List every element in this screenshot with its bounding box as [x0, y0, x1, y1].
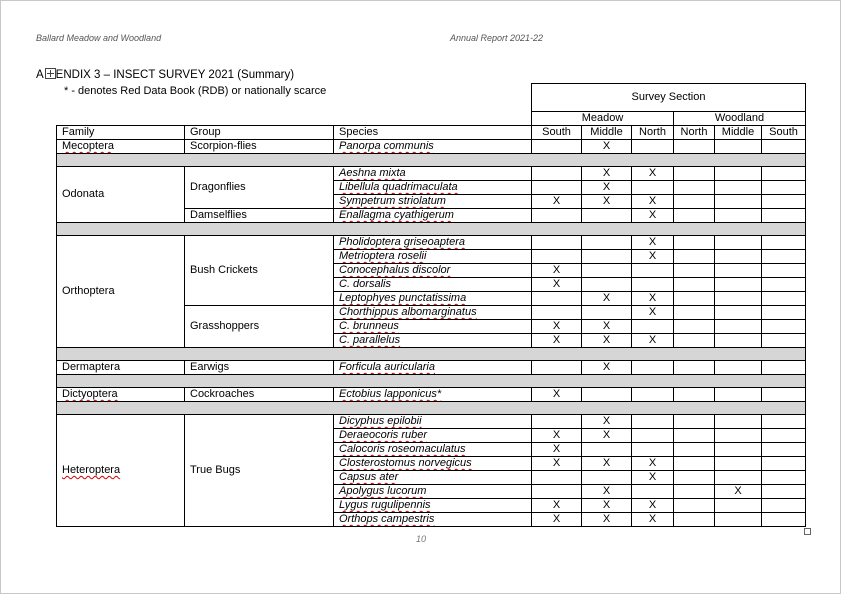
- table-resize-handle-icon[interactable]: [804, 528, 811, 535]
- mark-cell: X: [532, 320, 582, 334]
- mark-cell: [762, 209, 806, 223]
- mark-cell: [582, 306, 632, 320]
- mark-cell: [674, 278, 715, 292]
- mark-cell: [674, 457, 715, 471]
- mark-cell: [674, 140, 715, 154]
- mark-cell: [715, 415, 762, 429]
- species-cell: Calocoris roseomaculatus: [334, 443, 532, 457]
- mark-cell: [762, 250, 806, 264]
- species-cell: Leptophyes punctatissima: [334, 292, 532, 306]
- mark-cell: [674, 429, 715, 443]
- mark-cell: X: [532, 334, 582, 348]
- family-cell: Dictyoptera: [57, 388, 185, 402]
- table-row: [57, 361, 806, 375]
- mark-cell: [632, 429, 674, 443]
- mark-cell: X: [532, 195, 582, 209]
- mark-cell: [532, 209, 582, 223]
- species-cell: Deraeocoris ruber: [334, 429, 532, 443]
- mark-cell: X: [532, 443, 582, 457]
- mark-cell: [674, 292, 715, 306]
- mark-cell: [532, 250, 582, 264]
- species-cell: Libellula quadrimaculata: [334, 181, 532, 195]
- mark-cell: [674, 167, 715, 181]
- mark-cell: [674, 415, 715, 429]
- title-prefix: A: [36, 69, 44, 81]
- meadow-header: Meadow: [532, 112, 674, 126]
- mark-cell: [582, 388, 632, 402]
- mark-cell: [532, 292, 582, 306]
- family-cell: Odonata: [57, 167, 185, 223]
- mark-cell: [715, 306, 762, 320]
- mark-cell: X: [582, 485, 632, 499]
- table-row: [57, 415, 806, 429]
- mark-cell: [715, 457, 762, 471]
- mark-cell: [715, 443, 762, 457]
- mark-cell: [674, 334, 715, 348]
- species-cell: Apolygus lucorum: [334, 485, 532, 499]
- mark-cell: [632, 320, 674, 334]
- species-cell: C. brunneus: [334, 320, 532, 334]
- mark-cell: [582, 443, 632, 457]
- mark-cell: X: [632, 471, 674, 485]
- mark-cell: X: [532, 429, 582, 443]
- mark-cell: [532, 485, 582, 499]
- mark-cell: X: [532, 457, 582, 471]
- mark-cell: X: [582, 415, 632, 429]
- species-cell: Pholidoptera griseoaptera: [334, 236, 532, 250]
- table-row: [57, 167, 806, 181]
- mark-cell: [715, 320, 762, 334]
- mark-cell: [715, 195, 762, 209]
- mark-cell: [762, 195, 806, 209]
- mark-cell: X: [632, 334, 674, 348]
- mark-cell: [674, 471, 715, 485]
- mark-cell: X: [582, 140, 632, 154]
- group-cell: Dragonflies: [185, 167, 334, 209]
- mark-cell: X: [632, 209, 674, 223]
- header-left: Ballard Meadow and Woodland: [36, 33, 162, 43]
- insect-survey-table: [56, 83, 806, 527]
- mark-cell: [632, 361, 674, 375]
- mark-cell: [674, 443, 715, 457]
- mark-cell: [632, 264, 674, 278]
- mark-cell: X: [632, 292, 674, 306]
- species-cell: Aeshna mixta: [334, 167, 532, 181]
- mark-cell: X: [582, 167, 632, 181]
- mark-cell: [762, 443, 806, 457]
- separator-row: [57, 348, 806, 361]
- position-header: South: [532, 126, 582, 140]
- mark-cell: [715, 209, 762, 223]
- mark-cell: [674, 195, 715, 209]
- mark-cell: X: [532, 499, 582, 513]
- species-cell: Dicyphus epilobii: [334, 415, 532, 429]
- mark-cell: [532, 181, 582, 195]
- mark-cell: [532, 415, 582, 429]
- mark-cell: X: [582, 334, 632, 348]
- species-cell: Enallagma cyathigerum: [334, 209, 532, 223]
- mark-cell: [674, 236, 715, 250]
- separator-row: [57, 402, 806, 415]
- species-cell: C. parallelus: [334, 334, 532, 348]
- title-rest: ENDIX 3 – INSECT SURVEY 2021 (Summary): [55, 69, 295, 81]
- family-cell: Orthoptera: [57, 236, 185, 348]
- species-cell: Capsus ater: [334, 471, 532, 485]
- mark-cell: X: [582, 320, 632, 334]
- mark-cell: [762, 499, 806, 513]
- mark-cell: X: [632, 306, 674, 320]
- species-cell: Ectobius lapponicus*: [334, 388, 532, 402]
- species-cell: Chorthippus albomarginatus: [334, 306, 532, 320]
- species-cell: Sympetrum striolatum: [334, 195, 532, 209]
- mark-cell: [582, 209, 632, 223]
- mark-cell: [762, 361, 806, 375]
- mark-cell: [582, 278, 632, 292]
- group-cell: Grasshoppers: [185, 306, 334, 348]
- mark-cell: X: [632, 513, 674, 527]
- mark-cell: [762, 292, 806, 306]
- mark-cell: X: [582, 361, 632, 375]
- mark-cell: [632, 485, 674, 499]
- species-cell: Metrioptera roselii: [334, 250, 532, 264]
- separator-row: [57, 154, 806, 167]
- species-cell: Conocephalus discolor: [334, 264, 532, 278]
- mark-cell: X: [632, 195, 674, 209]
- group-cell: True Bugs: [185, 415, 334, 527]
- mark-cell: X: [532, 513, 582, 527]
- mark-cell: X: [632, 250, 674, 264]
- mark-cell: [674, 388, 715, 402]
- table-row: [57, 140, 806, 154]
- mark-cell: [674, 499, 715, 513]
- mark-cell: [715, 471, 762, 485]
- group-cell: Bush Crickets: [185, 236, 334, 306]
- survey-section-header: Survey Section: [532, 84, 806, 112]
- mark-cell: X: [632, 457, 674, 471]
- mark-cell: [715, 167, 762, 181]
- mark-cell: X: [582, 513, 632, 527]
- table-row: [57, 236, 806, 250]
- mark-cell: [715, 388, 762, 402]
- mark-cell: [762, 334, 806, 348]
- mark-cell: [632, 415, 674, 429]
- mark-cell: X: [582, 181, 632, 195]
- mark-cell: [674, 320, 715, 334]
- mark-cell: [762, 471, 806, 485]
- mark-cell: [715, 236, 762, 250]
- mark-cell: X: [582, 429, 632, 443]
- mark-cell: [762, 513, 806, 527]
- mark-cell: X: [632, 499, 674, 513]
- mark-cell: [762, 236, 806, 250]
- mark-cell: [582, 264, 632, 278]
- mark-cell: [762, 415, 806, 429]
- woodland-header: Woodland: [674, 112, 806, 126]
- position-header: North: [632, 126, 674, 140]
- page-number: 10: [416, 534, 427, 544]
- mark-cell: [715, 250, 762, 264]
- mark-cell: [762, 320, 806, 334]
- appendix-title: [36, 68, 294, 81]
- mark-cell: [632, 181, 674, 195]
- mark-cell: [715, 264, 762, 278]
- mark-cell: [582, 471, 632, 485]
- mark-cell: [715, 140, 762, 154]
- species-cell: C. dorsalis: [334, 278, 532, 292]
- mark-cell: [715, 334, 762, 348]
- mark-cell: X: [582, 457, 632, 471]
- mark-cell: X: [632, 167, 674, 181]
- mark-cell: [762, 306, 806, 320]
- mark-cell: [762, 167, 806, 181]
- position-header: Middle: [582, 126, 632, 140]
- mark-cell: [674, 485, 715, 499]
- mark-cell: [762, 429, 806, 443]
- mark-cell: [762, 181, 806, 195]
- mark-cell: [582, 250, 632, 264]
- mark-cell: [715, 361, 762, 375]
- mark-cell: [674, 250, 715, 264]
- mark-cell: X: [632, 236, 674, 250]
- mark-cell: X: [582, 499, 632, 513]
- mark-cell: [532, 140, 582, 154]
- mark-cell: [715, 499, 762, 513]
- species-cell: Lygus rugulipennis: [334, 499, 532, 513]
- mark-cell: X: [715, 485, 762, 499]
- mark-cell: [762, 140, 806, 154]
- mark-cell: [762, 485, 806, 499]
- mark-cell: [715, 292, 762, 306]
- mark-cell: X: [582, 292, 632, 306]
- position-header: North: [674, 126, 715, 140]
- mark-cell: X: [532, 278, 582, 292]
- mark-cell: [762, 264, 806, 278]
- species-cell: Panorpa communis: [334, 140, 532, 154]
- family-cell: Heteroptera: [57, 415, 185, 527]
- species-cell: Closterostomus norvegicus: [334, 457, 532, 471]
- group-cell: Scorpion-flies: [185, 140, 334, 154]
- mark-cell: [762, 457, 806, 471]
- mark-cell: [532, 306, 582, 320]
- mark-cell: [632, 278, 674, 292]
- mark-cell: [674, 513, 715, 527]
- mark-cell: [674, 209, 715, 223]
- rdb-note: * - denotes Red Data Book (RDB) or nationally scarce: [64, 85, 327, 97]
- mark-cell: [674, 361, 715, 375]
- mark-cell: [762, 278, 806, 292]
- mark-cell: X: [532, 388, 582, 402]
- separator-row: [57, 375, 806, 388]
- species-cell: Forficula auricularia: [334, 361, 532, 375]
- mark-cell: [674, 264, 715, 278]
- group-column-header: Group: [185, 126, 334, 140]
- separator-row: [57, 223, 806, 236]
- mark-cell: [632, 388, 674, 402]
- table-move-handle-icon[interactable]: [45, 68, 56, 79]
- mark-cell: [715, 181, 762, 195]
- mark-cell: [715, 429, 762, 443]
- mark-cell: [532, 167, 582, 181]
- position-header: Middle: [715, 126, 762, 140]
- mark-cell: [632, 443, 674, 457]
- mark-cell: [532, 471, 582, 485]
- mark-cell: X: [532, 264, 582, 278]
- species-column-header: Species: [334, 126, 532, 140]
- mark-cell: [762, 388, 806, 402]
- mark-cell: [674, 181, 715, 195]
- family-column-header: Family: [57, 126, 185, 140]
- mark-cell: X: [582, 195, 632, 209]
- mark-cell: [674, 306, 715, 320]
- header-right: Annual Report 2021-22: [450, 33, 544, 43]
- mark-cell: [632, 140, 674, 154]
- mark-cell: [532, 361, 582, 375]
- group-cell: Damselflies: [185, 209, 334, 223]
- group-cell: Cockroaches: [185, 388, 334, 402]
- family-cell: Dermaptera: [57, 361, 185, 375]
- mark-cell: [532, 236, 582, 250]
- mark-cell: [582, 236, 632, 250]
- table-row: [57, 388, 806, 402]
- mark-cell: [715, 513, 762, 527]
- position-header: South: [762, 126, 806, 140]
- mark-cell: [715, 278, 762, 292]
- group-cell: Earwigs: [185, 361, 334, 375]
- family-cell: Mecoptera: [57, 140, 185, 154]
- species-cell: Orthops campestris: [334, 513, 532, 527]
